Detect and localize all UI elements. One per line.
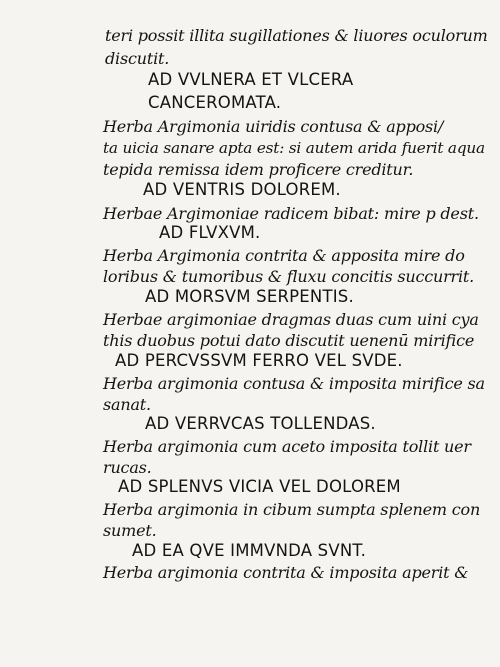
text-line: discutit. — [105, 49, 170, 68]
section-heading: AD PERCVSSVM FERRO VEL SVDE. — [115, 351, 403, 370]
text-line: ta uicia sanare apta est: si autem arida fuerit aqua — [103, 139, 485, 157]
section-heading: AD EA QVE IMMVNDA SVNT. — [132, 541, 367, 560]
text-line: loribus & tumoribus & fluxu concitis succurrit. — [103, 267, 475, 286]
section-heading: AD MORSVM SERPENTIS. — [145, 287, 354, 306]
text-line: teri possit illita sugillationes & liuores oculorum — [105, 26, 488, 45]
text-line: Herba argimonia contusa & imposita mirifice sa — [103, 374, 485, 393]
section-heading: CANCEROMATA. — [148, 93, 282, 112]
text-line: sumet. — [103, 521, 157, 540]
section-heading: AD VVLNERA ET VLCERA — [148, 70, 354, 89]
section-heading: AD FLVXVM. — [159, 223, 261, 242]
section-heading: AD SPLENVS VICIA VEL DOLOREM — [118, 477, 401, 496]
text-line: Herba argimonia in cibum sumpta splenem con — [103, 500, 481, 519]
text-line: this duobus potui dato discutit uenenū mirifice — [103, 331, 475, 350]
text-line: Herba argimonia contrita & imposita aperit & — [103, 563, 469, 582]
text-line: Herbae argimoniae dragmas duas cum uini cya — [103, 310, 479, 329]
text-line: Herba argimonia cum aceto imposita tollit uer — [103, 437, 471, 456]
text-line: rucas. — [103, 458, 152, 477]
text-line: Herba Argimonia uiridis contusa & apposi/ — [103, 117, 444, 136]
text-line: Herbae Argimoniae radicem bibat: mire p dest. — [103, 204, 479, 223]
section-heading: AD VERRVCAS TOLLENDAS. — [145, 414, 376, 433]
section-heading: AD VENTRIS DOLOREM. — [143, 180, 341, 199]
text-line: sanat. — [103, 395, 151, 414]
text-line: tepida remissa idem proficere creditur. — [103, 160, 414, 179]
text-line: Herba Argimonia contrita & apposita mire do — [103, 246, 465, 265]
